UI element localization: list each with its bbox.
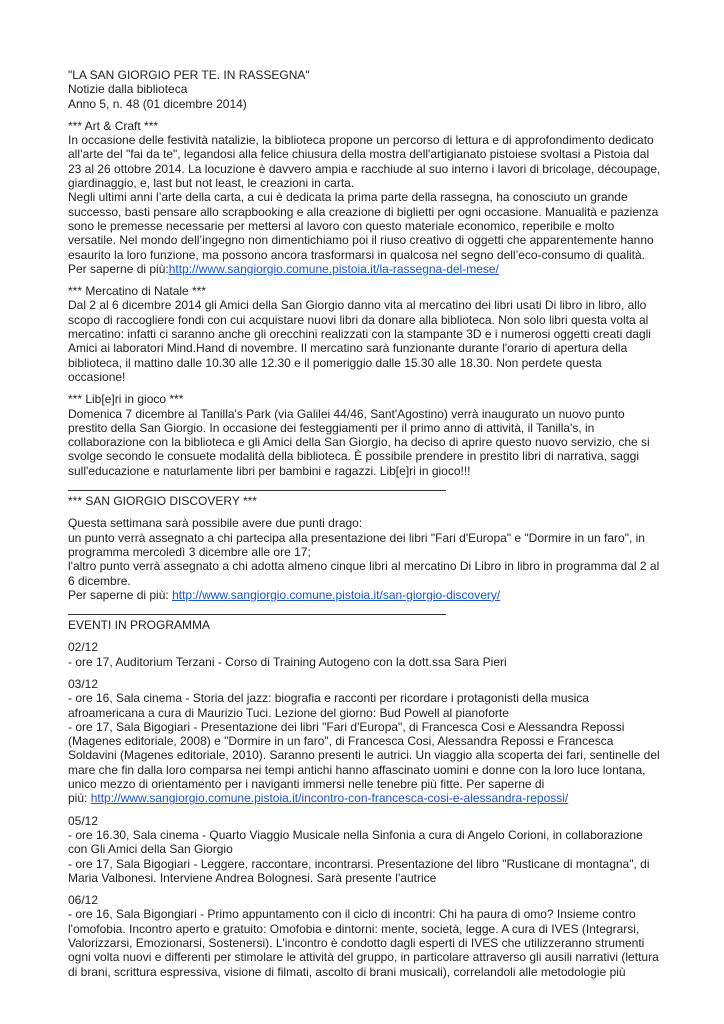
event-line: di brani, scrittura espressiva, visione di filmati, ascolto di brani musicali), correlandoli alle metodologie più xyxy=(68,964,626,979)
event-line: - ore 17, Sala Bigogiari - Presentazione dei libri "Fari d'Europa", di Francesca Cosi e Alessandra Repossi xyxy=(68,719,625,734)
newsletter-header xyxy=(68,68,660,111)
more-info-label: più: xyxy=(68,791,91,806)
paragraph-line: scopo di raccogliere fondi con cui acquistare nuovi libri da donare alla biblioteca. Non solo libri questa volta al xyxy=(68,312,649,327)
more-info-label: Per saperne di più: xyxy=(68,587,173,602)
event-date: 06/12 xyxy=(68,893,99,908)
section-heading: *** SAN GIORGIO DISCOVERY *** xyxy=(68,494,257,509)
paragraph-line: Amici ai laboratori Mind.Hand di novembre. Il mercatino sarà funzionante durante l'orario di apertura della xyxy=(68,341,628,356)
event-day xyxy=(68,677,660,806)
paragraph-line: versatile. Nel mondo dell’ingegno non dimentichiamo poi il riuso creativo di oggetti che apparentemente hanno xyxy=(68,233,654,248)
paragraph-line: In occasione delle festività natalizie, la biblioteca propone un percorso di lettura e di approfondimento dedicato xyxy=(68,133,654,148)
paragraph-line: giardinaggio, e, last but not least, le creazioni in carta. xyxy=(68,176,355,191)
more-info-label: Per saperne di più: xyxy=(68,261,169,276)
event-day xyxy=(68,893,660,979)
paragraph-line: Domenica 7 dicembre al Tanilla's Park (via Galilei 44/46, Sant'Agostino) verrà inaugurato un nuovo punto xyxy=(68,406,625,421)
paragraph-line: svolge secondo le consuete modalità della biblioteca. È possibile prendere in prestito libri di narrativa, saggi xyxy=(68,449,639,464)
event-line: ogni volta nuovi e differenti per stimolare le attività del gruppo, in particolare attraverso gli ausili narrativi (lettura xyxy=(68,950,659,965)
paragraph-line: sull'educazione e naturlamente libri per bambini e ragazzi. Lib[e]ri in gioco!!! xyxy=(68,463,471,478)
paragraph-line: Dal 2 al 6 dicembre 2014 gli Amici della San Giorgio danno vita al mercatino dei libri usati Di libro in libro, allo xyxy=(68,298,647,313)
paragraph-line: sono le premesse necessarie per mettersi al lavoro con questo materiale economico, reperibile e molto xyxy=(68,218,615,233)
event-line: (Magenes editoriale, 2008) e "Dormire in un faro", di Francesca Cosi, Alessandra Repossi e Francesca xyxy=(68,734,614,749)
paragraph-line: Questa settimana sarà possibile avere due punti drago: xyxy=(68,516,363,531)
event-line: l'omofobia. Incontro aperto e gratuito: Omofobia e dintorni: mente, società, legge. A cura di IVES (Integrarsi, xyxy=(68,921,640,936)
paragraph-line: 6 dicembre. xyxy=(68,573,131,588)
event-line: afroamericana a cura di Maurizio Tuci. Lezione del giorno: Bud Powell al pianoforte xyxy=(68,705,509,720)
event-line: - ore 17, Sala Bigogiari - Leggere, raccontare, incontrarsi. Presentazione del libro "Rusticane di montagna", di xyxy=(68,856,650,871)
paragraph-line: mercatino: infatti ci saranno anche gli orecchini realizzati con la stampante 3D e i numerosi oggetti creati dagli xyxy=(68,327,651,342)
newsletter-title: "LA SAN GIORGIO PER TE. IN RASSEGNA" xyxy=(68,68,310,82)
discovery-link[interactable]: http://www.sangiorgio.comune.pistoia.it/san-giorgio-discovery/ xyxy=(172,587,501,602)
event-line: mare che fin dalla loro comparsa nei tempi antichi hanno affascinato uomini e donne con la loro luce lontana, xyxy=(68,762,646,777)
event-line: Maria Valbonesi. Interviene Andrea Bolognesi. Sarà presente l'autrice xyxy=(68,870,437,885)
event-line: Soldavini (Magenes editoriale, 2010). Saranno presenti le autrici. Un viaggio alla scoperta dei fari, sentinelle del xyxy=(68,748,660,763)
newsletter-page xyxy=(68,68,660,979)
paragraph-line: esaurito la loro funzione, ma possono ancora trasformarsi in qualcosa nel segno dell’eco-consumo di qualità. xyxy=(68,247,645,262)
event-line: Valorizzarsi, Emozionarsi, Sostenersi). L'incontro è condotto dagli esperti di IVES che utilizzeranno strumenti xyxy=(68,936,645,951)
paragraph-line: all’arte del "fai da te", legandosi alla felice chiusura della mostra dell'artigianato pistoiese svoltasi a Pistoia dal xyxy=(68,147,650,162)
section-discovery xyxy=(68,494,660,602)
event-date: 05/12 xyxy=(68,813,99,828)
event-line: - ore 17, Auditorium Terzani - Corso di Training Autogeno con la dott.ssa Sara Pieri xyxy=(68,654,507,669)
paragraph-line: prestito della San Giorgio. In occasione dei festeggiamenti per il primo anno di attività, il Tanilla's, in xyxy=(68,420,595,435)
section-divider xyxy=(68,614,446,615)
paragraph-line: collaborazione con la biblioteca e gli Amici della San Giorgio, ha deciso di aprire questo nuovo servizio, che si xyxy=(68,435,650,450)
newsletter-issue: Anno 5, n. 48 (01 dicembre 2014) xyxy=(68,96,247,111)
paragraph-line: biblioteca, il mattino dalle 10.30 alle 12.30 e il pomeriggio dalle 15.30 alle 18.30. Non perdete questa xyxy=(68,355,602,370)
section-heading: *** Mercatino di Natale *** xyxy=(68,284,207,299)
more-info-line xyxy=(68,262,660,276)
paragraph-line: Negli ultimi anni l’arte della carta, a cui è dedicata la prima parte della rassegna, ha conosciuto un grande xyxy=(68,190,628,205)
event-line: - ore 16, Sala Bigongiari - Primo appuntamento con il ciclo di incontri: Chi ha paura di omo? Insieme contro xyxy=(68,907,636,922)
more-info-line xyxy=(68,588,660,602)
paragraph-line: successo, basti pensare allo scrapbooking e alla creazione di biglietti per ogni occasione. Manualità e pazienza xyxy=(68,204,659,219)
paragraph-line: l'altro punto verrà assegnato a chi adotta almeno cinque libri al mercatino Di Libro in libro in programma dal 2 al xyxy=(68,559,660,574)
paragraph-line: un punto verrà assegnato a chi partecipa alla presentazione dei libri "Fari d'Europa" e "Dormire in un faro", in xyxy=(68,530,645,545)
paragraph-line: occasione! xyxy=(68,369,126,384)
section-liberi-in-gioco xyxy=(68,392,660,478)
rassegna-link[interactable]: http://www.sangiorgio.comune.pistoia.it/la-rassegna-del-mese/ xyxy=(168,261,499,276)
event-line: - ore 16, Sala cinema - Storia del jazz: biografia e racconti per ricordare i protagonisti della musica xyxy=(68,691,589,706)
event-day xyxy=(68,640,660,669)
event-day xyxy=(68,814,660,885)
section-heading: *** Art & Craft *** xyxy=(68,118,159,133)
event-date: 03/12 xyxy=(68,676,99,691)
section-events xyxy=(68,618,660,979)
section-mercatino xyxy=(68,284,660,384)
newsletter-subtitle: Notizie dalla biblioteca xyxy=(68,82,188,97)
section-heading: EVENTI IN PROGRAMMA xyxy=(68,618,211,633)
cosi-repossi-link[interactable]: http://www.sangiorgio.comune.pistoia.it/incontro-con-francesca-cosi-e-alessandra-repossi/ xyxy=(90,791,569,806)
event-line: - ore 16.30, Sala cinema - Quarto Viaggio Musicale nella Sinfonia a cura di Angelo Corioni, in collaborazione xyxy=(68,827,643,842)
paragraph-line: programma mercoledì 3 dicembre alle ore 17; xyxy=(68,544,311,559)
more-info-line xyxy=(68,791,660,805)
event-line: con Gli Amici della San Giorgio xyxy=(68,842,233,857)
event-line: unico mezzo di orientamento per i naviganti immersi nelle tenebre più fitte. Per saperne di xyxy=(68,777,545,792)
section-art-craft xyxy=(68,119,660,276)
section-heading: *** Lib[e]ri in gioco *** xyxy=(68,392,184,407)
paragraph-line: 23 al 26 ottobre 2014. La locuzione è davvero ampia e racchiude al suo interno i lavori di bricolage, découpage, xyxy=(68,161,661,176)
section-divider xyxy=(68,490,446,491)
event-date: 02/12 xyxy=(68,640,99,655)
